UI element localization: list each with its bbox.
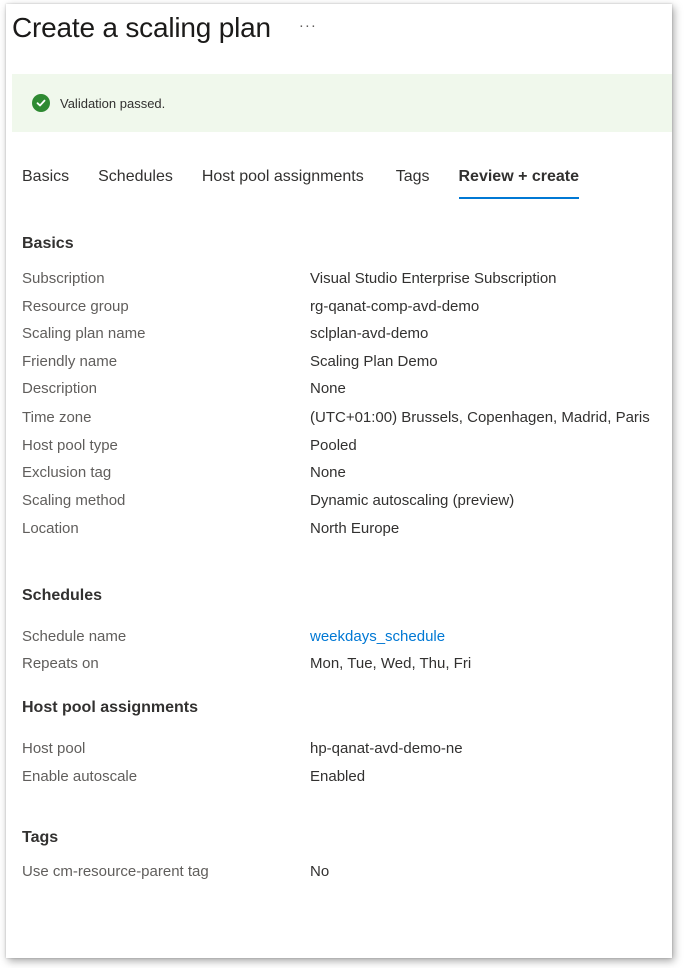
detail-label: Scaling plan name: [22, 325, 146, 342]
detail-value: None: [310, 380, 346, 397]
validation-banner: [12, 74, 672, 132]
check-circle-icon: [32, 94, 50, 112]
detail-row: [22, 464, 662, 486]
detail-label: Location: [22, 520, 79, 537]
detail-row: [22, 740, 662, 762]
detail-row: [22, 863, 662, 885]
detail-row: [22, 520, 662, 542]
detail-value: Visual Studio Enterprise Subscription: [310, 270, 557, 287]
detail-value: No: [310, 863, 330, 880]
detail-label: Scaling method: [22, 492, 126, 509]
tab-basics[interactable]: Basics: [22, 168, 70, 185]
section-tags-title: Tags: [22, 829, 59, 846]
detail-row: [22, 492, 662, 514]
detail-row: [22, 325, 662, 347]
detail-label: Schedule name: [22, 628, 127, 645]
detail-value: (UTC+01:00) Brussels, Copenhagen, Madrid, Paris: [310, 409, 650, 426]
tab-bar: [22, 167, 609, 201]
detail-value: Scaling Plan Demo: [310, 353, 438, 370]
detail-value: Pooled: [310, 437, 357, 454]
section-schedules-title: Schedules: [22, 587, 103, 604]
tab-schedules[interactable]: Schedules: [98, 168, 173, 185]
detail-label: Enable autoscale: [22, 768, 138, 785]
detail-value: hp-qanat-avd-demo-ne: [310, 740, 463, 757]
detail-value: North Europe: [310, 520, 400, 537]
detail-label: Description: [22, 380, 98, 397]
detail-label: Repeats on: [22, 655, 99, 672]
detail-label: Subscription: [22, 270, 105, 287]
title-row: [12, 12, 317, 44]
detail-value: Mon, Tue, Wed, Thu, Fri: [310, 655, 472, 672]
section-basics-title: Basics: [22, 235, 74, 252]
detail-row: [22, 655, 662, 677]
detail-label: Host pool type: [22, 437, 118, 454]
detail-row: [22, 768, 662, 790]
validation-message: Validation passed.: [60, 95, 166, 111]
detail-row: [22, 437, 662, 459]
detail-row: [22, 353, 662, 375]
tab-host-pool-assignments[interactable]: Host pool assignments: [201, 168, 364, 185]
detail-value: sclplan-avd-demo: [310, 325, 429, 342]
detail-value: Dynamic autoscaling (preview): [310, 492, 515, 509]
detail-value: rg-qanat-comp-avd-demo: [310, 298, 480, 315]
scaling-plan-panel: [6, 4, 672, 958]
detail-row: [22, 409, 662, 431]
detail-row: [22, 270, 662, 292]
tab-review-create[interactable]: Review + create: [459, 167, 580, 201]
detail-value: Enabled: [310, 768, 366, 785]
schedule-name-link[interactable]: weekdays_schedule: [310, 628, 446, 645]
detail-label: Exclusion tag: [22, 464, 112, 481]
detail-row: [22, 380, 662, 402]
detail-label: Use cm-resource-parent tag: [22, 863, 209, 880]
detail-value: None: [310, 464, 346, 481]
detail-label: Resource group: [22, 298, 129, 315]
detail-label: Host pool: [22, 740, 86, 757]
detail-row: [22, 628, 662, 650]
page-title: Create a scaling plan: [12, 12, 271, 43]
detail-label: Friendly name: [22, 353, 118, 370]
section-host-pool-title: Host pool assignments: [22, 699, 199, 716]
detail-label: Time zone: [22, 409, 92, 426]
more-options-icon[interactable]: ···: [298, 16, 317, 34]
tab-tags[interactable]: Tags: [395, 168, 430, 185]
detail-row: [22, 298, 662, 320]
